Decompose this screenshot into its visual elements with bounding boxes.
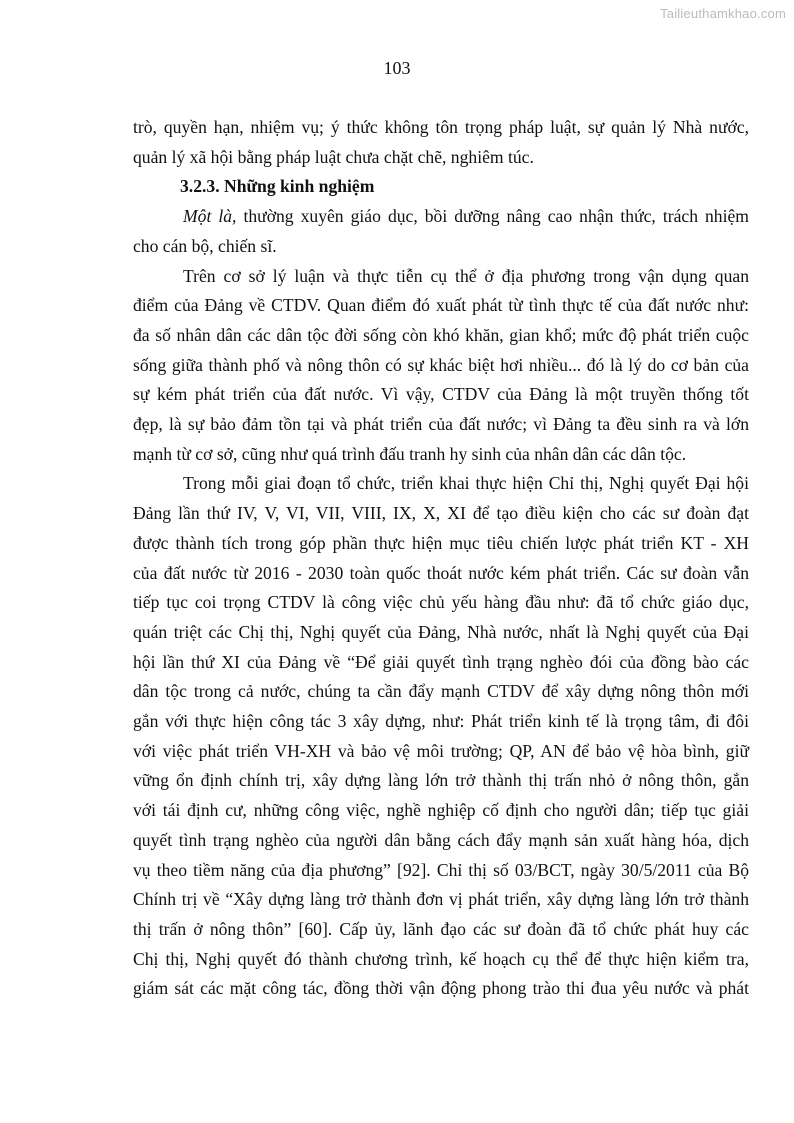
text-line: Chính trị về “Xây dựng làng trở thành đơn vị phát triển, xây dựng làng lớn trở thành xyxy=(133,889,749,910)
text-line: Trong mỗi giai đoạn tổ chức, triển khai thực hiện Chỉ thị, Nghị quyết Đại hội xyxy=(183,473,749,494)
text-line: Đảng lần thứ IV, V, VI, VII, VIII, IX, X, XI để tạo điều kiện cho các sư đoàn đạt xyxy=(133,503,749,524)
text-line: cho cán bộ, chiến sĩ. xyxy=(133,235,277,256)
text-line: mạnh từ cơ sở, cũng như quá trình đấu tranh hy sinh của nhân dân các dân tộc. xyxy=(133,443,687,464)
text-line: hội lần thứ XI của Đảng về “Để giải quyết tình trạng nghèo đói của đồng bào các xyxy=(133,651,749,672)
text-line: tiếp tục coi trọng CTDV là công việc chủ yếu hàng đầu như: đã tổ chức giáo dục, xyxy=(133,592,749,613)
text-line: vụ theo tiềm năng của địa phương” [92]. Chỉ thị số 03/BCT, ngày 30/5/2011 của Bộ xyxy=(133,859,749,880)
text-line: trò, quyền hạn, nhiệm vụ; ý thức không tôn trọng pháp luật, sự quản lý Nhà nước, xyxy=(133,117,749,137)
watermark: Tailieuthamkhao.com xyxy=(660,6,786,21)
page-number: 103 xyxy=(383,58,411,78)
text-line: Chị thị, Nghị quyết đó thành chương trình, kế hoạch cụ thể để thực hiện kiểm tra, xyxy=(133,948,749,969)
text-line: thị trấn ở nông thôn” [60]. Cấp ủy, lãnh đạo các sư đoàn đã tổ chức phát huy các xyxy=(133,918,749,939)
document-body xyxy=(133,113,749,1004)
text-line: dân tộc trong cả nước, chúng ta cần đẩy mạnh CTDV để xây dựng nông thôn mới xyxy=(133,681,749,702)
text-line: giám sát các mặt công tác, đồng thời vận động phong trào thi đua yêu nước và phát xyxy=(133,978,749,999)
text-line: quản lý xã hội bằng pháp luật chưa chặt chẽ, nghiêm túc. xyxy=(133,146,534,167)
first-point-text: thường xuyên giáo dục, bồi dưỡng nâng cao nhận thức, trách nhiệm xyxy=(236,206,749,227)
text-line: điểm của Đảng về CTDV. Quan điểm đó xuất phát từ tình thực tế của đất nước như: xyxy=(133,295,749,316)
paragraph-2 xyxy=(133,469,749,1004)
first-point-label: Một là, xyxy=(183,206,237,227)
section-heading: 3.2.3. Những kinh nghiệm xyxy=(180,176,375,197)
first-point-line xyxy=(133,202,749,232)
text-line: với việc phát triển VH-XH và bảo vệ môi trường; QP, AN để bảo vệ hòa bình, giữ xyxy=(133,740,749,761)
text-line: quán triệt các Chị thị, Nghị quyết của Đảng, Nhà nước, nhất là Nghị quyết của Đại xyxy=(133,621,749,642)
text-line: đẹp, là sự bảo đảm tồn tại và phát triển của đất nước; vì Đảng ta đều sinh ra và lớn xyxy=(133,414,749,435)
text-line: sự kém phát triển của đất nước. Vì vậy, CTDV của Đảng là một truyền thống tốt xyxy=(133,384,749,405)
text-line: sống giữa thành phố và nông thôn có sự khác biệt hơi nhiều... đó là lý do cơ bản của xyxy=(133,354,749,375)
text-line: gắn với thực hiện công tác 3 xây dựng, như: Phát triển kinh tế là trọng tâm, đi đôi xyxy=(133,711,749,732)
text-line: vững ổn định chính trị, xây dựng làng lớn trở thành thị trấn nhỏ ở nông thôn, gắn xyxy=(133,770,749,791)
paragraph-1 xyxy=(133,262,749,470)
text-line: Trên cơ sở lý luận và thực tiễn cụ thể ở địa phương trong vận dụng quan xyxy=(183,265,749,286)
text-line: quyết tình trạng nghèo của người dân bằng cách đẩy mạnh sản xuất hàng hóa, dịch xyxy=(133,829,749,850)
text-line: đa số nhân dân các dân tộc đời sống còn khó khăn, gian khổ; mức độ phát triển cuộc xyxy=(133,324,749,345)
text-line: được thành tích trong góp phần thực hiện mục tiêu chiến lược phát triển KT - XH xyxy=(133,532,749,553)
text-line: của đất nước từ 2016 - 2030 toàn quốc thoát nước kém phát triển. Các sư đoàn vẫn xyxy=(133,562,749,583)
text-line: với tái định cư, những công việc, nghề nghiệp cố định cho người dân; tiếp tục giải xyxy=(133,800,749,821)
